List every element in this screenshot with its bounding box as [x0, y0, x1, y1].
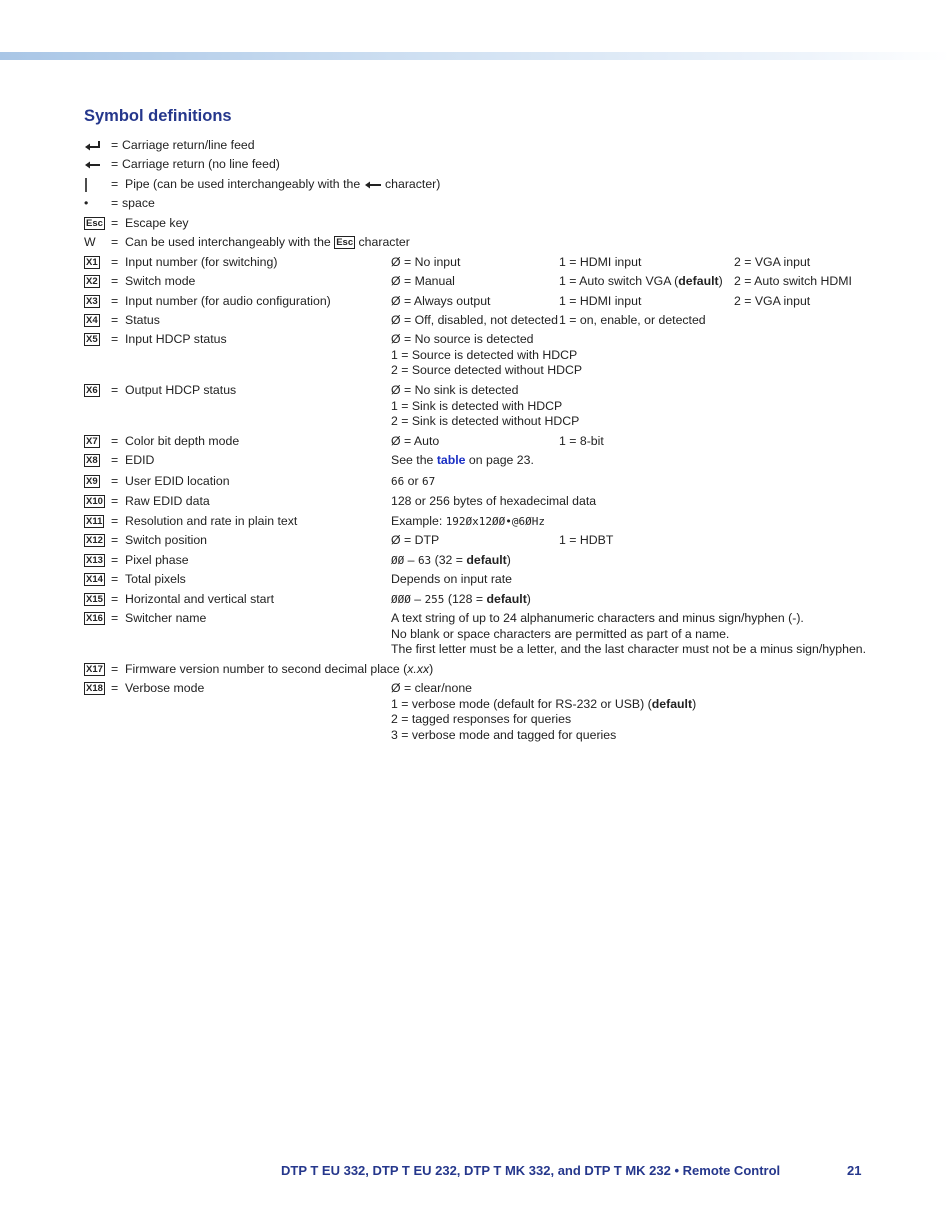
- variable-row-x6: X6 = Output HDCP status Ø = No sink is detected 1 = Sink is detected with HDCP 2 = Sink is detected without HDCP: [86, 383, 580, 428]
- value-1: 66 or 67: [391, 474, 436, 488]
- variable-row-x9: X9 = User EDID location 66 or 67: [86, 474, 436, 488]
- variable-box: X6: [86, 385, 98, 396]
- variable-row-x10: X10 = Raw EDID data 128 or 256 bytes of hexadecimal data: [86, 494, 597, 508]
- value-1: Ø = No input: [391, 255, 461, 269]
- variable-label: Input number (for audio configuration): [125, 294, 331, 308]
- value-lines: A text string of up to 24 alphanumeric characters and minus sign/hyphen (-). No blank or space characters are permitted as part of a name. The first letter must be a letter, and the last character must not be a minus sign/hyphen.: [391, 611, 867, 656]
- variable-label: Pixel phase: [125, 553, 189, 567]
- symbol-row-cr: = Carriage return (no line feed): [84, 157, 884, 177]
- variable-box: X5: [86, 334, 98, 345]
- value-lines: Ø = No sink is detected 1 = Sink is detected with HDCP 2 = Sink is detected without HDCP: [391, 383, 580, 428]
- value-1: Ø = Manual: [391, 274, 455, 288]
- space-bullet-symbol: •: [84, 196, 89, 210]
- variable-box: X10: [86, 496, 103, 507]
- variable-box: X3: [86, 296, 98, 307]
- symbol-label: Carriage return/line feed: [122, 138, 255, 152]
- variable-box: X13: [86, 555, 103, 566]
- variable-box: X2: [86, 276, 98, 287]
- value-1: ØØØ – 255 (128 = default): [391, 592, 531, 606]
- value-1: Ø = Auto: [391, 434, 440, 448]
- value-1: Ø = DTP: [391, 533, 440, 547]
- variable-row-x5: X5 = Input HDCP status Ø = No source is detected 1 = Source is detected with HDCP 2 = Source detected without HDCP: [86, 332, 583, 377]
- value-2: 1 = HDMI input: [559, 294, 642, 308]
- value-2: 1 = Auto switch VGA (default): [559, 274, 723, 288]
- value-3: 2 = VGA input: [734, 255, 811, 269]
- value-3: 2 = Auto switch HDMI: [734, 274, 852, 288]
- variable-box: X4: [86, 315, 98, 326]
- variable-box: X14: [86, 574, 103, 585]
- value-2: 1 = 8-bit: [559, 434, 604, 448]
- variable-label: Raw EDID data: [125, 494, 210, 508]
- value-1: Ø = Always output: [391, 294, 491, 308]
- pipe-icon: [84, 177, 90, 193]
- variable-row-x3: X3 = Input number (for audio configuration) Ø = Always output 1 = HDMI input 2 = VGA input: [86, 294, 811, 308]
- variable-box: X11: [86, 516, 103, 527]
- variable-label: Firmware version number to second decimal place (x.xx): [125, 662, 434, 676]
- value-1: See the table on page 23.: [391, 453, 534, 467]
- variable-row-x2: X2 = Switch mode Ø = Manual 1 = Auto switch VGA (default) 2 = Auto switch HDMI: [86, 274, 852, 288]
- variable-row-x18: X18 = Verbose mode Ø = clear/none 1 = verbose mode (default for RS-232 or USB) (default) 2 = tagged responses for queries 3 = verbose mode and tagged for queries: [86, 681, 697, 742]
- variable-label: Horizontal and vertical start: [125, 592, 274, 606]
- variable-label: Status: [125, 313, 160, 327]
- value-2: 1 = on, enable, or detected: [559, 313, 706, 327]
- variable-row-x15: X15 = Horizontal and vertical start ØØØ – 255 (128 = default): [86, 592, 531, 606]
- variable-row-x13: X13 = Pixel phase ØØ – 63 (32 = default): [86, 553, 511, 567]
- value-2: 1 = HDBT: [559, 533, 614, 547]
- header-gradient-bar: [0, 52, 950, 60]
- variable-box: X7: [86, 436, 98, 447]
- edid-table-link[interactable]: table: [436, 453, 466, 467]
- symbol-row-crlf: = Carriage return/line feed: [84, 138, 884, 158]
- footer-title: DTP T EU 332, DTP T EU 232, DTP T MK 332, and DTP T MK 232 • Remote Control: [281, 1163, 781, 1178]
- variable-box: X17: [86, 664, 103, 675]
- value-lines: Ø = No source is detected 1 = Source is detected with HDCP 2 = Source detected without HDCP: [391, 332, 583, 377]
- variable-row-x8: X8 = EDID See the table on page 23.: [86, 453, 534, 467]
- variable-box: X12: [86, 535, 103, 546]
- variable-row-x1: X1 = Input number (for switching) Ø = No input 1 = HDMI input 2 = VGA input: [86, 255, 811, 269]
- symbol-row-w: W = Can be used interchangeably with the Esc character: [84, 235, 410, 249]
- variable-box: X18: [86, 683, 103, 694]
- variable-label: Total pixels: [125, 572, 186, 586]
- value-1: 128 or 256 bytes of hexadecimal data: [391, 494, 597, 508]
- variable-row-x17: X17 = Firmware version number to second decimal place (x.xx): [86, 662, 434, 676]
- variable-box: X1: [86, 257, 98, 268]
- variable-label: Output HDCP status: [125, 383, 237, 397]
- symbol-row-escape: Esc = Escape key: [86, 216, 189, 230]
- variable-label: Input number (for switching): [125, 255, 278, 269]
- variable-row-x16: X16 = Switcher name A text string of up to 24 alphanumeric characters and minus sign/hyphen (-). No blank or space characters are permitted as part of a name. The first letter must be a letter, and the last character must not be a minus sign/hyphen.: [86, 611, 867, 656]
- variable-row-x12: X12 = Switch position Ø = DTP 1 = HDBT: [86, 533, 614, 547]
- carriage-return-icon: [84, 157, 102, 173]
- variable-label: EDID: [125, 453, 155, 467]
- symbol-row-space: • = space: [84, 196, 155, 210]
- variable-box: X15: [86, 594, 103, 605]
- variable-label: Color bit depth mode: [125, 434, 240, 448]
- variable-row-x7: X7 = Color bit depth mode Ø = Auto 1 = 8-bit: [86, 434, 604, 448]
- variable-row-x14: X14 = Total pixels Depends on input rate: [86, 572, 513, 586]
- value-lines: Ø = clear/none 1 = verbose mode (default for RS-232 or USB) (default) 2 = tagged responses for queries 3 = verbose mode and tagged for queries: [391, 681, 697, 742]
- w-symbol: W: [84, 235, 96, 249]
- variable-label: Input HDCP status: [125, 332, 227, 346]
- symbol-row-pipe: = Pipe (can be used interchangeably with the character): [84, 177, 884, 197]
- symbol-label: Pipe (can be used interchangeably with the character): [125, 177, 441, 191]
- page-number: 21: [847, 1163, 862, 1178]
- value-1: Example: 192Øx12ØØ•@6ØHz: [391, 514, 546, 528]
- symbol-label: Can be used interchangeably with the Esc character: [125, 235, 410, 249]
- variable-label: Switcher name: [125, 611, 207, 625]
- carriage-return-icon: [364, 180, 382, 190]
- variable-box: X16: [86, 613, 103, 624]
- value-1: Ø = Off, disabled, not detected: [391, 313, 558, 327]
- symbol-label: space: [122, 196, 155, 210]
- value-3: 2 = VGA input: [734, 294, 811, 308]
- section-heading: Symbol definitions: [84, 107, 232, 125]
- symbol-label: Carriage return (no line feed): [122, 157, 280, 171]
- variable-label: Resolution and rate in plain text: [125, 514, 298, 528]
- carriage-return-line-feed-icon: [84, 138, 102, 154]
- symbol-label: Escape key: [125, 216, 189, 230]
- variable-row-x4: X4 = Status Ø = Off, disabled, not detected 1 = on, enable, or detected: [86, 313, 706, 327]
- esc-key-symbol: Esc: [86, 218, 103, 229]
- esc-key-symbol: Esc: [336, 237, 354, 248]
- variable-row-x11: X11 = Resolution and rate in plain text Example: 192Øx12ØØ•@6ØHz: [86, 514, 546, 528]
- variable-box: X9: [86, 476, 98, 487]
- value-1: Depends on input rate: [391, 572, 513, 586]
- variable-label: Switch position: [125, 533, 208, 547]
- variable-label: Verbose mode: [125, 681, 205, 695]
- value-1: ØØ – 63 (32 = default): [391, 553, 511, 567]
- variable-label: User EDID location: [125, 474, 230, 488]
- variable-box: X8: [86, 455, 98, 466]
- variable-label: Switch mode: [125, 274, 196, 288]
- value-2: 1 = HDMI input: [559, 255, 642, 269]
